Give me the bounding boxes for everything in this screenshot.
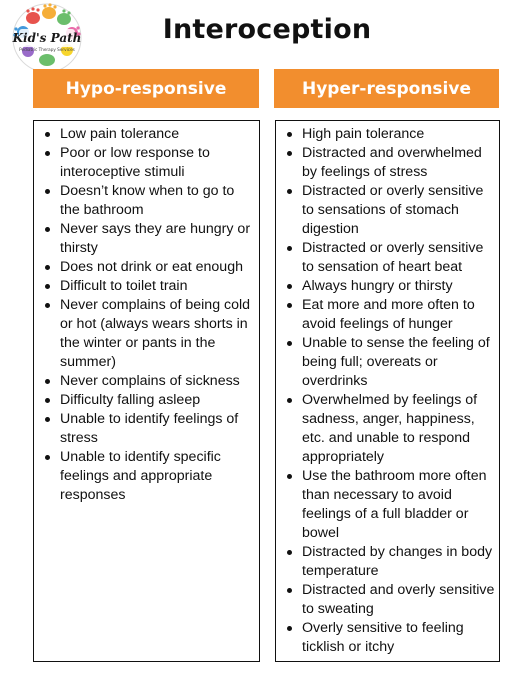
page-title-text: Interoception	[162, 14, 372, 45]
svg-text:Kid's Path: Kid's Path	[12, 31, 82, 45]
list-item: Overwhelmed by feelings of sadness, anger, happiness, etc. and unable to respond appropriately	[302, 391, 495, 467]
list-item: High pain tolerance	[302, 125, 495, 144]
list-item: Unable to sense the feeling of being full; overeats or overdrinks	[302, 334, 495, 391]
list-item: Never says they are hungry or thirsty	[60, 220, 255, 258]
list-item: Doesn’t know when to go to the bathroom	[60, 182, 255, 220]
list-item: Eat more and more often to avoid feelings of hunger	[302, 296, 495, 334]
hyper-responsive-list-box	[275, 120, 500, 662]
hypo-responsive-header-label: Hypo-responsive	[65, 78, 227, 99]
list-item: Distracted or overly sensitive to sensations of stomach digestion	[302, 182, 495, 239]
list-item: Use the bathroom more often than necessary to avoid feelings of a full bladder or bowel	[302, 467, 495, 543]
page-title	[0, 14, 532, 45]
list-item: Poor or low response to interoceptive stimuli	[60, 144, 255, 182]
hyper-responsive-header-label: Hyper-responsive	[302, 78, 471, 99]
list-item: Always hungry or thirsty	[302, 277, 495, 296]
list-item: Unable to identify feelings of stress	[60, 410, 255, 448]
hypo-responsive-header	[33, 69, 259, 108]
list-item: Distracted by changes in body temperature	[302, 543, 495, 581]
hypo-responsive-list	[34, 121, 259, 505]
hyper-responsive-header	[274, 69, 499, 108]
hypo-responsive-list-box	[33, 120, 260, 662]
list-item: Distracted or overly sensitive to sensation of heart beat	[302, 239, 495, 277]
hyper-responsive-list	[276, 121, 499, 657]
svg-text:Pediatric Therapy Services: Pediatric Therapy Services	[19, 47, 75, 52]
list-item: Overly sensitive to feeling ticklish or itchy	[302, 619, 495, 657]
list-item: Distracted and overly sensitive to sweating	[302, 582, 495, 617]
list-item: Distracted and overwhelmed by feelings of stress	[302, 144, 495, 182]
list-item: Difficult to toilet train	[60, 277, 255, 296]
list-item: Low pain tolerance	[60, 125, 255, 144]
list-item: Never complains of being cold or hot (always wears shorts in the winter or pants in the summer)	[60, 296, 255, 372]
list-item: Does not drink or eat enough	[60, 258, 255, 277]
list-item: Never complains of sickness	[60, 372, 255, 391]
list-item: Unable to identify specific feelings and appropriate responses	[60, 448, 255, 505]
list-item: Difficulty falling asleep	[60, 391, 255, 410]
